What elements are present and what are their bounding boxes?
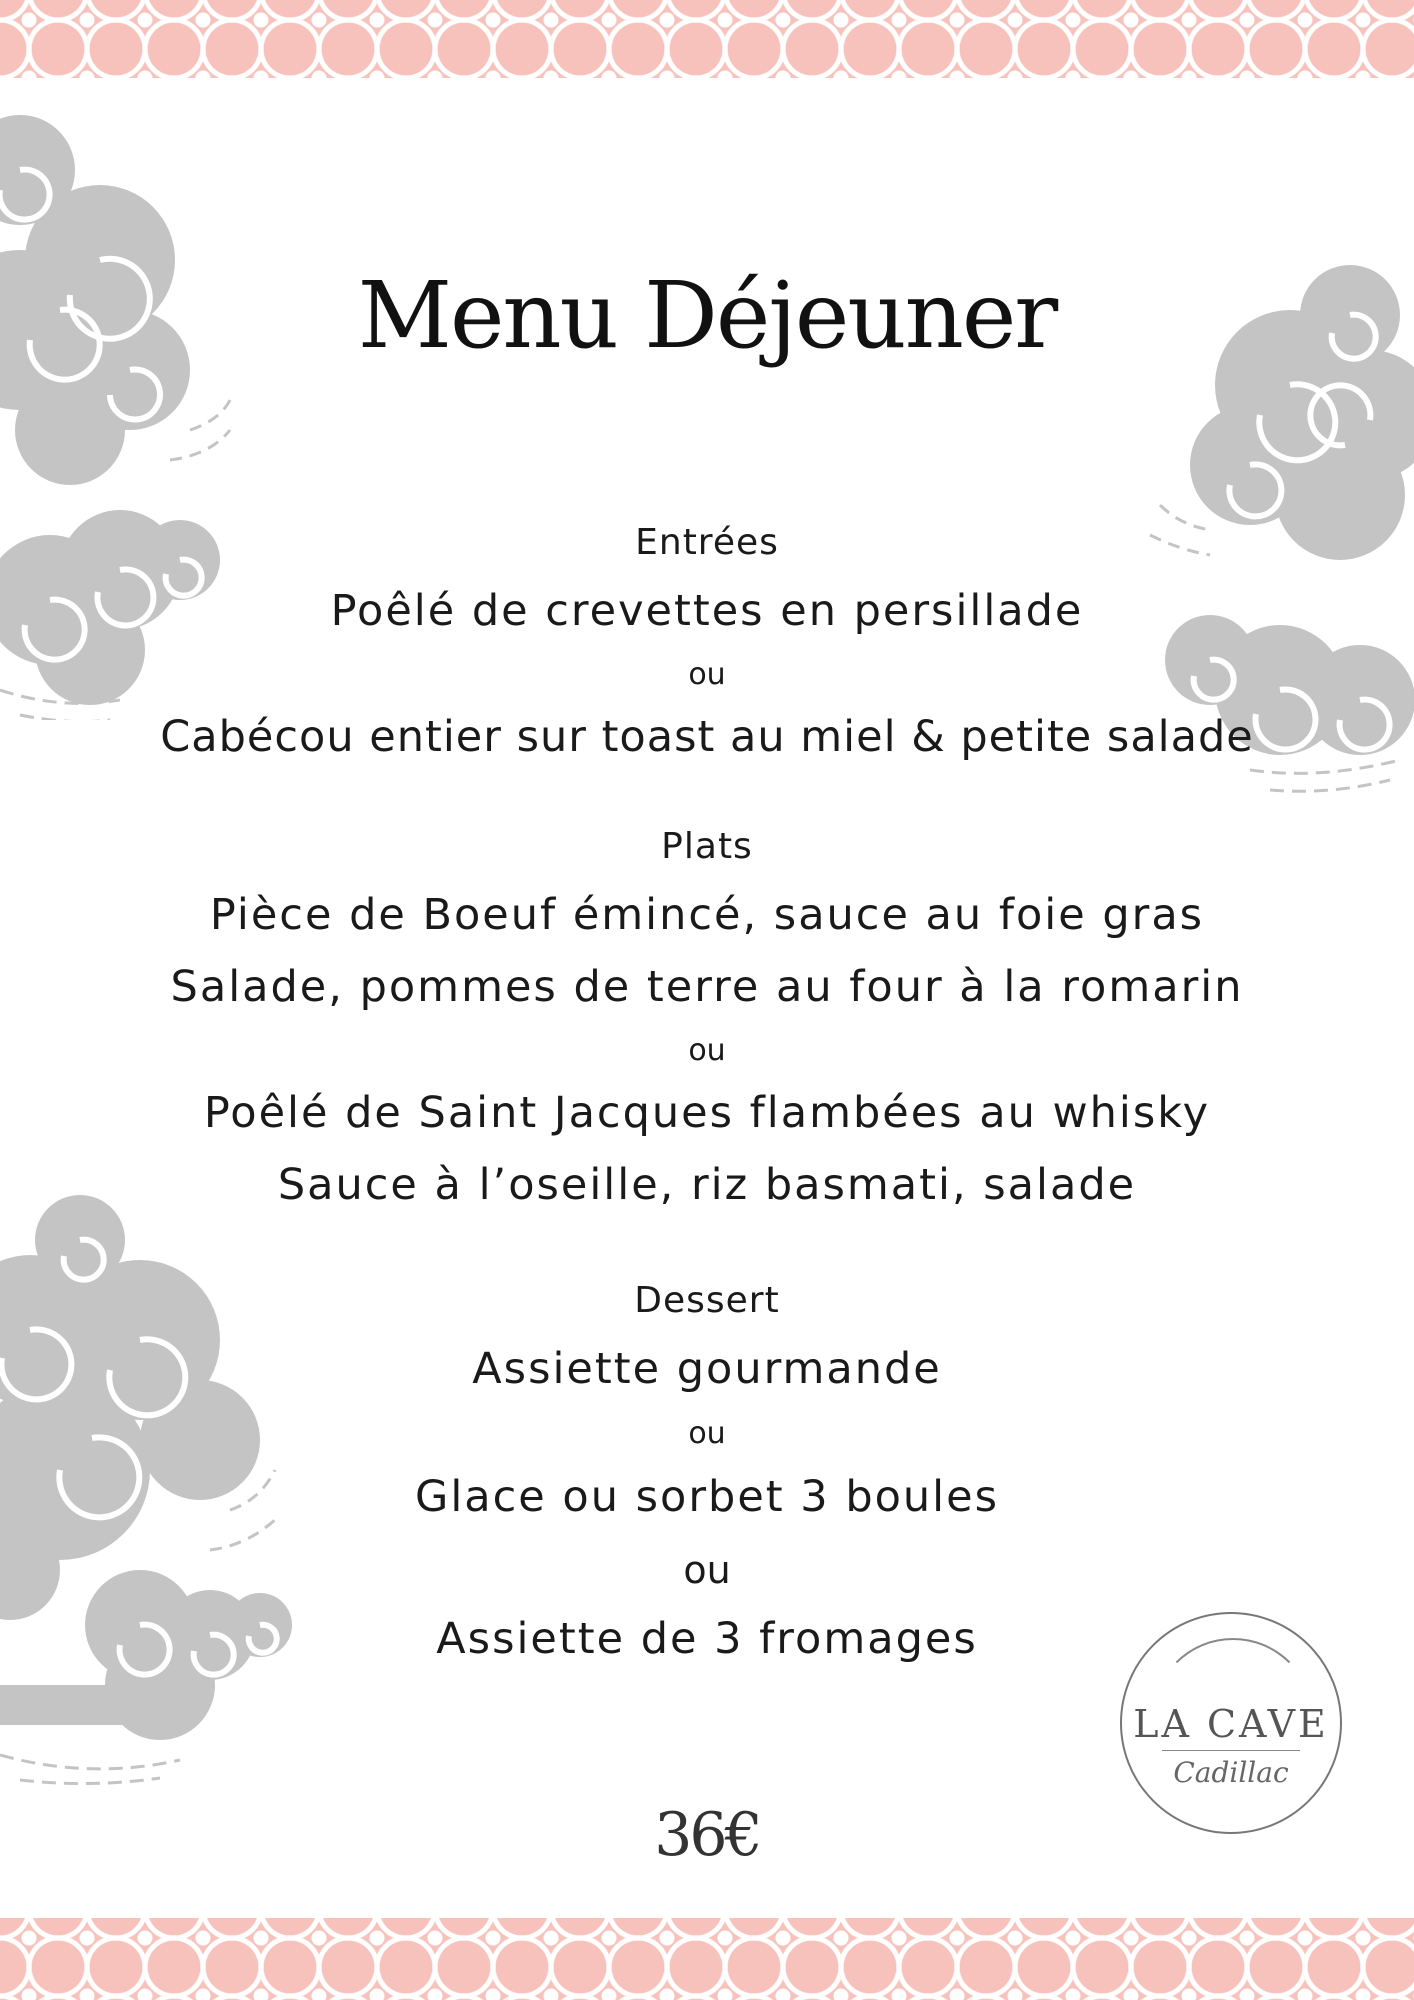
- logo-divider: [1162, 1750, 1300, 1751]
- or-separator: ou: [688, 1033, 726, 1068]
- section-heading: Entrées: [635, 522, 779, 563]
- section-heading: Plats: [661, 826, 753, 867]
- dish-item: Assiette gourmande: [472, 1344, 942, 1394]
- dish-item: Poêlé de crevettes en persillade: [330, 586, 1084, 636]
- menu-title: Menu Déjeuner: [357, 262, 1057, 369]
- dish-item: Poêlé de Saint Jacques flambées au whisky: [203, 1088, 1211, 1138]
- logo-name: LA CAVE: [1133, 1702, 1329, 1746]
- la-cave-logo: [1120, 1612, 1342, 1834]
- dish-item: Assiette de 3 fromages: [436, 1614, 978, 1664]
- section-heading: Dessert: [634, 1280, 780, 1321]
- dish-item: Cabécou entier sur toast au miel & petite salade: [160, 712, 1254, 762]
- dish-item: Sauce à l’oseille, riz basmati, salade: [277, 1160, 1137, 1210]
- dish-item: Pièce de Boeuf émincé, sauce au foie gras: [209, 890, 1205, 940]
- or-separator: ou: [688, 657, 726, 692]
- dish-item: Glace ou sorbet 3 boules: [415, 1472, 999, 1522]
- logo-subtitle: Cadillac: [1173, 1756, 1289, 1789]
- or-separator: ou: [683, 1548, 731, 1592]
- dish-item: Salade, pommes de terre au four à la romarin: [170, 962, 1244, 1012]
- or-separator: ou: [688, 1416, 726, 1451]
- menu-price: 36€: [654, 1800, 760, 1870]
